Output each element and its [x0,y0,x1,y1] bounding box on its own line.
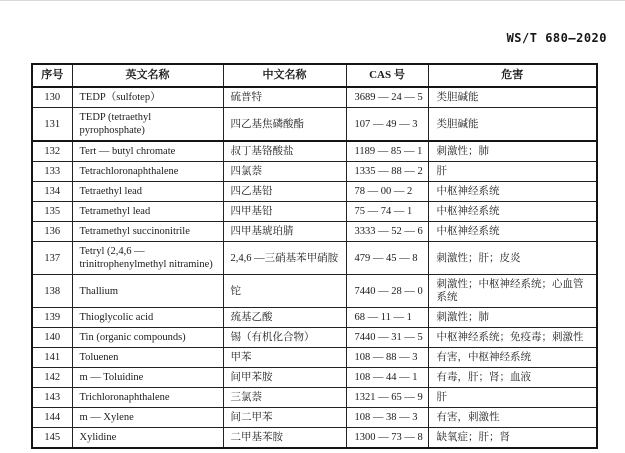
cell-english-name: Trichloronaphthalene [72,388,223,408]
table-row [32,328,597,348]
cell-english-name: Tetramethyl lead [72,202,223,222]
table-header-row [32,64,597,87]
substance-table [31,63,598,449]
table-row [32,141,597,162]
cell-english-name: Thallium [72,275,223,308]
col-header-index: 序号 [32,64,72,87]
table-row [32,108,597,142]
cell-hazard: 肝 [428,388,597,408]
cell-index: 133 [32,162,72,182]
cell-cas-number: 479 — 45 — 8 [346,242,428,275]
cell-hazard: 中枢神经系统 [428,182,597,202]
cell-english-name: m — Toluidine [72,368,223,388]
cell-index: 130 [32,87,72,108]
cell-index: 143 [32,388,72,408]
cell-english-name: m — Xylene [72,408,223,428]
cell-chinese-name: 三氯萘 [223,388,346,408]
table-row [32,408,597,428]
cell-chinese-name: 四氯萘 [223,162,346,182]
cell-hazard: 刺激性；肝；皮炎 [428,242,597,275]
cell-index: 140 [32,328,72,348]
cell-hazard: 缺氧症；肝；肾 [428,428,597,449]
cell-hazard: 刺激性；中枢神经系统；心血管系统 [428,275,597,308]
cell-chinese-name: 硫普特 [223,87,346,108]
table-row [32,308,597,328]
cell-cas-number: 3689 — 24 — 5 [346,87,428,108]
cell-index: 137 [32,242,72,275]
standard-number: WS/T 680—2020 [506,31,607,45]
cell-chinese-name: 铊 [223,275,346,308]
table-row [32,87,597,108]
cell-english-name: Tin (organic compounds) [72,328,223,348]
table-row [32,275,597,308]
cell-english-name: Thioglycolic acid [72,308,223,328]
cell-hazard: 中枢神经系统；免疫毒；刺激性 [428,328,597,348]
cell-cas-number: 68 — 11 — 1 [346,308,428,328]
cell-hazard: 刺激性；肺 [428,141,597,162]
cell-hazard: 中枢神经系统 [428,222,597,242]
cell-cas-number: 75 — 74 — 1 [346,202,428,222]
col-header-hazard: 危害 [428,64,597,87]
cell-cas-number: 108 — 38 — 3 [346,408,428,428]
cell-cas-number: 108 — 88 — 3 [346,348,428,368]
cell-english-name: TEDP（sulfotep） [72,87,223,108]
cell-hazard: 类胆碱能 [428,108,597,142]
cell-hazard: 类胆碱能 [428,87,597,108]
table-row [32,202,597,222]
cell-index: 144 [32,408,72,428]
cell-chinese-name: 锡（有机化合物） [223,328,346,348]
cell-cas-number: 1300 — 73 — 8 [346,428,428,449]
cell-english-name: Xylidine [72,428,223,449]
table-row [32,368,597,388]
cell-index: 136 [32,222,72,242]
cell-english-name: Tert — butyl chromate [72,141,223,162]
cell-hazard: 肝 [428,162,597,182]
table-row [32,222,597,242]
table-row [32,388,597,408]
cell-chinese-name: 2,4,6 —三硝基苯甲硝胺 [223,242,346,275]
col-header-english-name: 英文名称 [72,64,223,87]
cell-chinese-name: 叔丁基铬酸盐 [223,141,346,162]
cell-index: 131 [32,108,72,142]
cell-hazard: 有害，刺激性 [428,408,597,428]
cell-chinese-name: 巯基乙酸 [223,308,346,328]
cell-hazard: 有毒，肝；肾；血液 [428,368,597,388]
cell-english-name: TEDP (tetraethyl pyrophosphate) [72,108,223,142]
cell-english-name: Tetramethyl succinonitrile [72,222,223,242]
table-row [32,428,597,449]
cell-chinese-name: 四甲基琥珀腈 [223,222,346,242]
cell-cas-number: 108 — 44 — 1 [346,368,428,388]
cell-chinese-name: 四甲基铅 [223,202,346,222]
cell-chinese-name: 四乙基铅 [223,182,346,202]
cell-english-name: Toluenen [72,348,223,368]
cell-cas-number: 3333 — 52 — 6 [346,222,428,242]
cell-english-name: Tetrachloronaphthalene [72,162,223,182]
cell-cas-number: 1335 — 88 — 2 [346,162,428,182]
cell-chinese-name: 甲苯 [223,348,346,368]
cell-cas-number: 7440 — 31 — 5 [346,328,428,348]
cell-hazard: 中枢神经系统 [428,202,597,222]
cell-index: 145 [32,428,72,449]
cell-index: 141 [32,348,72,368]
cell-english-name: Tetraethyl lead [72,182,223,202]
cell-index: 139 [32,308,72,328]
cell-chinese-name: 间二甲苯 [223,408,346,428]
col-header-chinese-name: 中文名称 [223,64,346,87]
cell-cas-number: 7440 — 28 — 0 [346,275,428,308]
cell-chinese-name: 间甲苯胺 [223,368,346,388]
table-row [32,162,597,182]
cell-chinese-name: 二甲基苯胺 [223,428,346,449]
cell-cas-number: 78 — 00 — 2 [346,182,428,202]
cell-cas-number: 1189 — 85 — 1 [346,141,428,162]
table-row [32,182,597,202]
cell-cas-number: 107 — 49 — 3 [346,108,428,142]
cell-hazard: 有害，中枢神经系统 [428,348,597,368]
cell-index: 138 [32,275,72,308]
cell-index: 135 [32,202,72,222]
cell-chinese-name: 四乙基焦磷酸酯 [223,108,346,142]
cell-cas-number: 1321 — 65 — 9 [346,388,428,408]
cell-english-name: Tetryl (2,4,6 — trinitrophenylmethyl nitramine) [72,242,223,275]
col-header-cas-number: CAS 号 [346,64,428,87]
table-row [32,242,597,275]
cell-index: 142 [32,368,72,388]
table-row [32,348,597,368]
cell-hazard: 刺激性；肺 [428,308,597,328]
cell-index: 134 [32,182,72,202]
cell-index: 132 [32,141,72,162]
